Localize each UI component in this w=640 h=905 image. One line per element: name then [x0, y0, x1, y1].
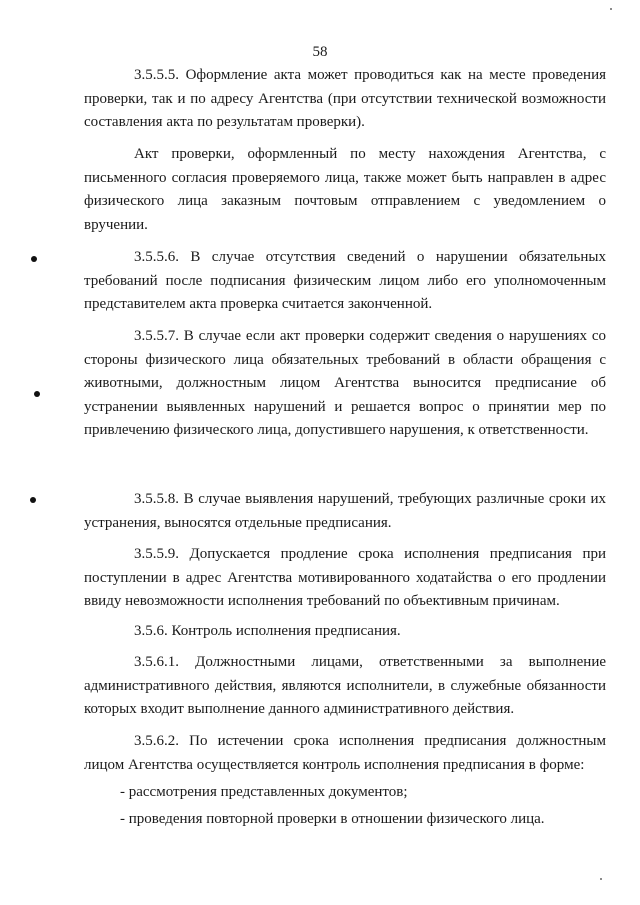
- paragraph-3-5-5-5: 3.5.5.5. Оформление акта может проводиться как на месте проведения проверки, так и по адресу Агентства (при отсутствии технической возможности составления акта по результатам проверки).: [84, 67, 606, 130]
- paragraph-3-5-6: 3.5.6. Контроль исполнения предписания.: [134, 623, 401, 639]
- paragraph-3-5-5-9: 3.5.5.9. Допускается продление срока исполнения предписания при поступлении в адрес Агентства мотивированного ходатайства о его продлении ввиду невозможности исполнения требований по объективным причинам.: [84, 546, 606, 609]
- binding-hole-mark: [30, 497, 36, 503]
- paragraph-3-5-5-7: 3.5.5.7. В случае если акт проверки содержит сведения о нарушениях со стороны физического лица обязательных требований в области обращения с животными, должностным лицом Агентства выносится предписание об устранении выявленных нарушений и решается вопрос о принятии мер по привлечению физического лица, допустившего нарушения, к ответственности.: [84, 328, 606, 438]
- paragraph-3-5-6-2: 3.5.6.2. По истечении срока исполнения предписания должностным лицом Агентства осуществляется контроль исполнения предписания в форме:: [84, 733, 606, 773]
- binding-hole-mark: [34, 391, 40, 397]
- list-item-reinspection: - проведения повторной проверки в отношении физического лица.: [120, 811, 545, 827]
- paragraph-3-5-5-6: 3.5.5.6. В случае отсутствия сведений о нарушении обязательных требований после подписания физическим лицом либо его уполномоченным представителем акта проверка считается законченной.: [84, 249, 606, 312]
- paragraph-act-sent: Акт проверки, оформленный по месту нахождения Агентства, с письменного согласия проверяемого лица, также может быть направлен в адрес физического лица заказным почтовым отправлением с уведомлением о вручении.: [84, 146, 606, 233]
- paragraph-3-5-6-1: 3.5.6.1. Должностными лицами, ответственными за выполнение административного действия, являются исполнители, в служебные обязанности которых входит выполнение данного административного действия.: [84, 654, 606, 717]
- binding-hole-mark: [31, 256, 37, 262]
- list-item-documents: - рассмотрения представленных документов;: [120, 784, 408, 800]
- page-number: 58: [312, 44, 328, 60]
- paragraph-3-5-5-8: 3.5.5.8. В случае выявления нарушений, требующих различные сроки их устранения, выносятся отдельные предписания.: [84, 491, 606, 531]
- scan-speck: [610, 8, 612, 10]
- scan-speck: [600, 878, 602, 880]
